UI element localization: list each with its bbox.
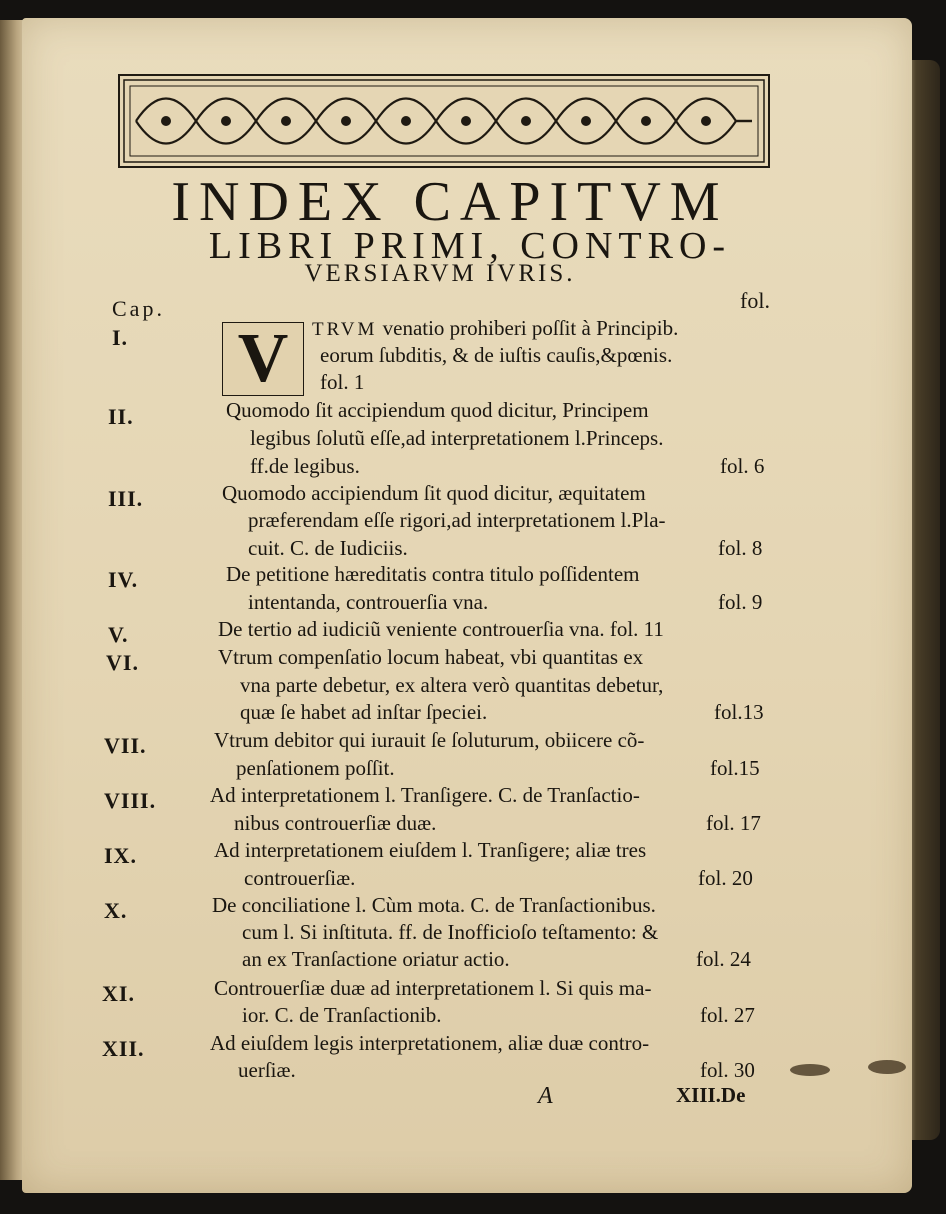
chapter-entry-line: Ad eiuſdem legis interpretationem, aliæ duæ contro- [210,1031,650,1055]
chapter-number: VIII. [104,788,157,813]
chapter-entry-line: Ad interpretationem l. Tranſigere. C. de Tranſactio- [210,783,640,807]
index-subtitle-line-1: LIBRI PRIMI, CONTRO- [208,225,732,267]
chapter-entry-line: ff.de legibus. [250,454,360,478]
index-title: INDEX CAPITVM [171,171,729,233]
chapter-entry-line: Quomodo ſit accipiendum quod dicitur, Principem [226,398,649,422]
ink-stain [790,1064,830,1076]
chapter-entry-line: ior. C. de Tranſactionib. [242,1003,442,1027]
chapter-number: VII. [104,733,147,758]
chapter-entry-line: cuit. C. de Iudiciis. [248,536,408,560]
decorated-initial [222,322,304,396]
chapter-entry-line: controuerſiæ. [244,866,356,890]
folio-number: fol. 27 [700,1003,755,1027]
chapter-entry-line: Controuerſiæ duæ ad interpretationem l. Si quis ma- [214,976,652,1000]
entry-text: venatio prohiberi poſſit à Principib. [382,316,679,340]
chapter-entry-line: fol. 1 [320,370,365,394]
decorated-initial-letter: V [237,320,289,397]
folio-number: fol. 6 [720,454,765,478]
chapter-entry-line: Vtrum debitor qui iurauit ſe ſoluturum, obiicere cõ- [214,728,645,752]
chapter-entry-line: eorum ſubditis, & de iuſtis cauſis,&pœnis. [320,343,673,367]
chapter-number: III. [108,486,144,511]
folio-number: fol. 30 [700,1058,755,1082]
folio-number: fol. 17 [706,811,761,835]
folio-number: fol.13 [714,700,764,724]
chapter-entry-line: Vtrum compenſatio locum habeat, vbi quantitas ex [218,645,644,669]
ornamental-header-band [118,74,770,168]
chapter-entry-line: præferendam eſſe rigori,ad interpretationem l.Pla- [248,508,666,532]
chapter-column-header: Cap. [112,296,165,321]
folio-number: fol. 20 [698,866,753,890]
folio-number: fol. 8 [718,536,763,560]
chapter-number: XI. [102,981,135,1006]
chapter-entry-line [312,316,678,341]
folio-column-header: fol. [740,288,770,313]
chapter-entry-line: uerſiæ. [238,1058,296,1082]
chapter-number: IV. [108,567,139,592]
chapter-entry-line: De conciliatione l. Cùm mota. C. de Tranſactionibus. [212,893,656,917]
chapter-entry-line: De petitione hæreditatis contra titulo poſſidentem [226,562,640,586]
chapter-entry-line: legibus ſolutũ eſſe,ad interpretationem l.Princeps. [250,426,664,450]
folio-number: fol. 24 [696,947,751,971]
chapter-entry-line: vna parte debetur, ex altera verò quantitas debetur, [240,673,664,697]
signature-mark: A [538,1083,553,1109]
chapter-number: VI. [106,650,139,675]
index-subtitle-line-2: VERSIARVM IVRIS. [304,260,576,287]
chapter-entry-line: quæ ſe habet ad inſtar ſpeciei. [240,700,488,724]
chapter-entry-line: Ad interpretationem eiuſdem l. Tranſigere; aliæ tres [214,838,647,862]
chapter-number: X. [104,898,128,923]
folio-number: fol. 9 [718,590,763,614]
chapter-entry-line: an ex Tranſactione oriatur actio. [242,947,510,971]
chapter-entry-line: Quomodo accipiendum ſit quod dicitur, æquitatem [222,481,646,505]
chapter-entry-line: nibus controuerſiæ duæ. [234,811,437,835]
chapter-number: XII. [102,1036,145,1061]
chapter-number: II. [108,404,134,429]
chapter-entry-line: cum l. Si inſtituta. ff. de Inofficioſo teſtamento: & [242,920,659,944]
chapter-entry-line: De tertio ad iudiciũ veniente controuerſia vna. fol. 11 [218,617,664,641]
catchword: XIII.De [676,1083,746,1107]
chapter-number: IX. [104,843,137,868]
initial-word-rest: TRVM [312,319,378,340]
chapter-entry-line: penſationem poſſit. [236,756,395,780]
chapter-number: I. [112,325,129,350]
folio-number: fol.15 [710,756,760,780]
ink-stain [868,1060,906,1074]
chapter-entry-line: intentanda, controuerſia vna. [248,590,489,614]
chapter-number: V. [108,622,129,647]
